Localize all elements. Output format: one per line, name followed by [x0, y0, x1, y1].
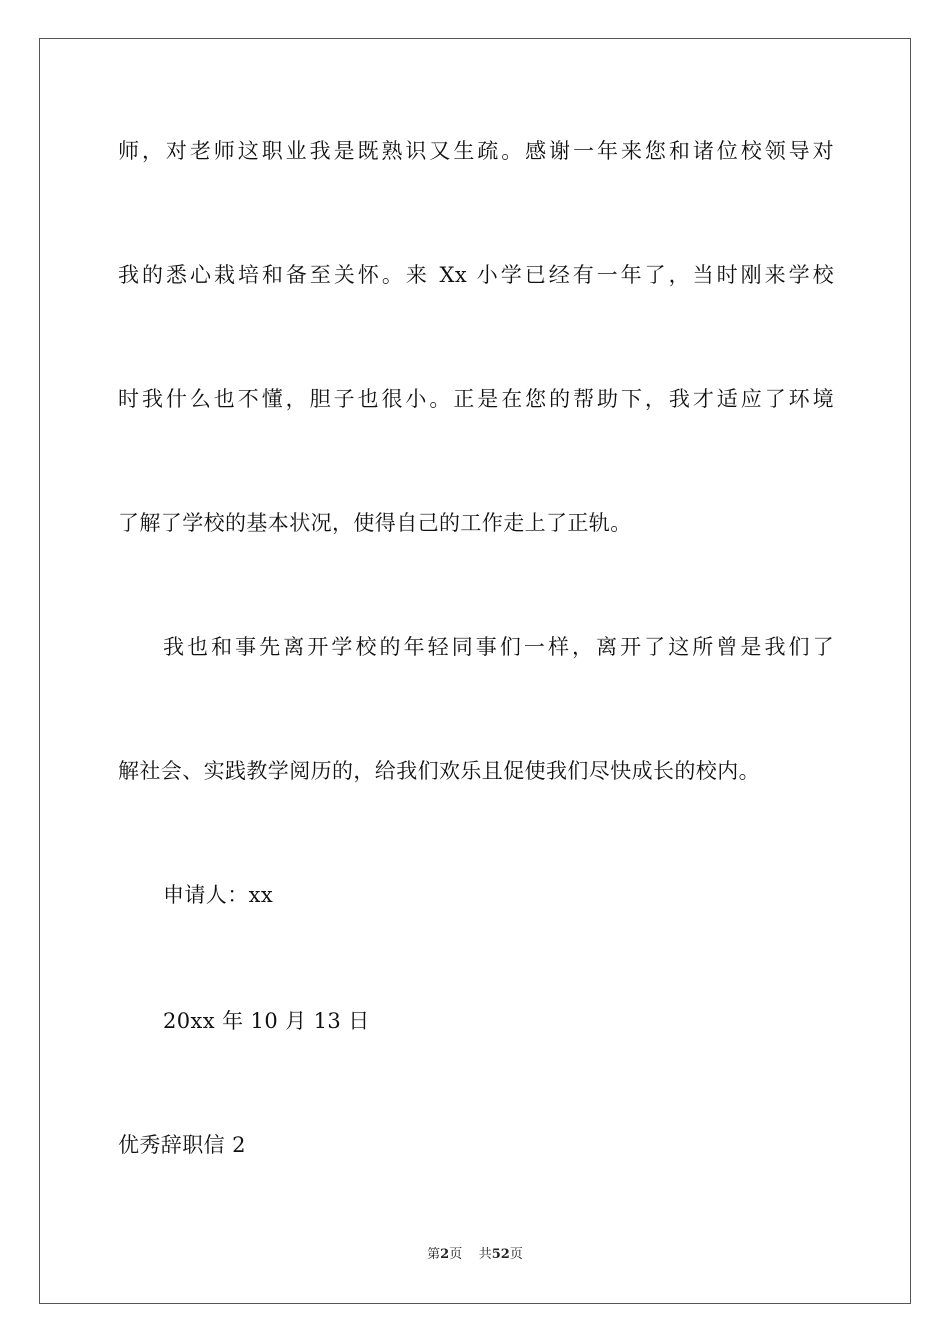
body-line-4: 了解了学校的基本状况，使得自己的工作走上了正轨。 [118, 511, 632, 535]
total-pages: 52 [491, 1247, 510, 1262]
page-suffix: 页 [449, 1247, 463, 1262]
body-line-6: 解社会、实践教学阅历的，给我们欢乐且促使我们尽快成长的校内。 [118, 759, 760, 783]
page-prefix: 第 [427, 1247, 441, 1262]
page-footer [0, 1246, 950, 1264]
applicant-signature: 申请人：xx [163, 883, 274, 907]
page-number: 2 [440, 1247, 450, 1262]
body-line-2: 我的悉心栽培和备至关怀。来 Xx 小学已经有一年了，当时刚来学校 [118, 263, 834, 287]
body-line-3: 时我什么也不懂，胆子也很小。正是在您的帮助下，我才适应了环境 [118, 387, 834, 411]
page-border [39, 38, 911, 1304]
total-prefix: 共 [478, 1247, 492, 1262]
letter-date: 20xx 年 10 月 13 日 [163, 1009, 370, 1033]
body-line-1: 师，对老师这职业我是既熟识又生疏。感谢一年来您和诸位校领导对 [118, 139, 834, 163]
total-suffix: 页 [509, 1247, 523, 1262]
body-line-5: 我也和事先离开学校的年轻同事们一样，离开了这所曾是我们了 [163, 635, 834, 659]
next-section-title: 优秀辞职信 2 [118, 1133, 246, 1157]
